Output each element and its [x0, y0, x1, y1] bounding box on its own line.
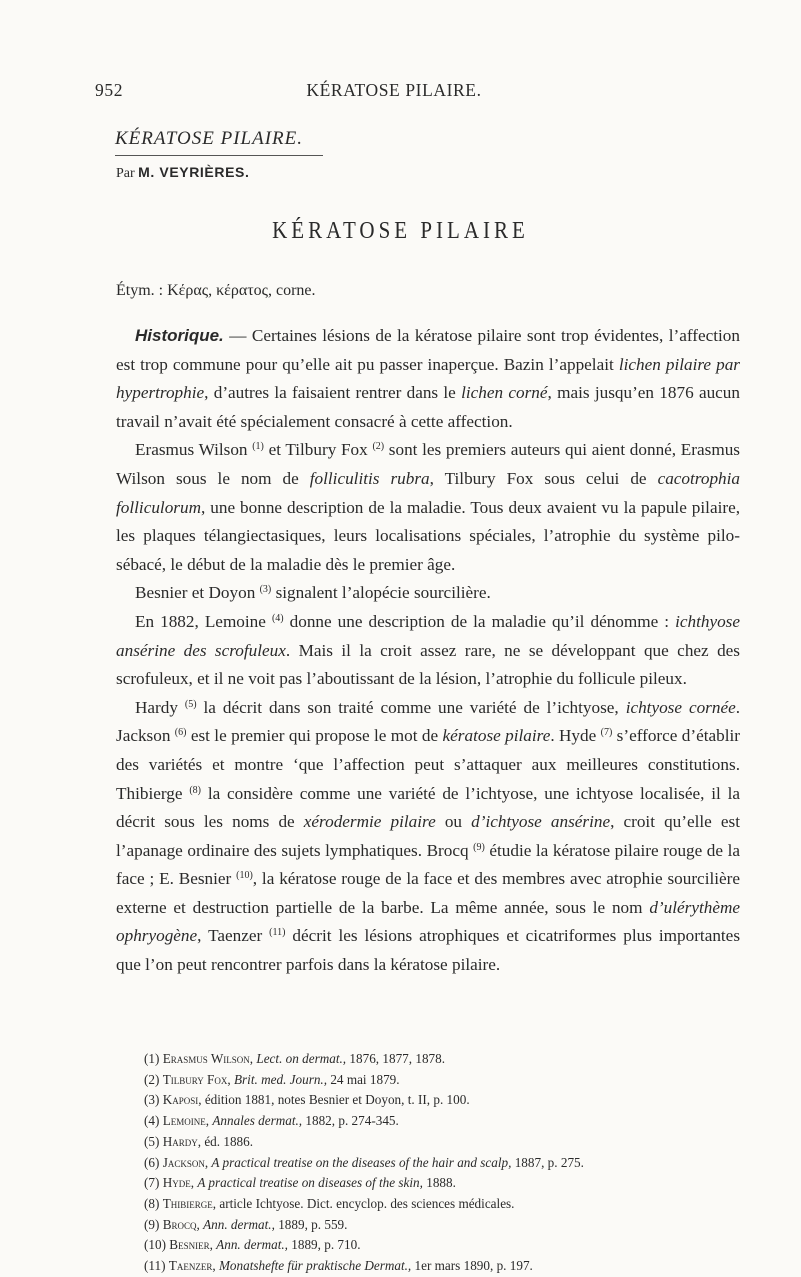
- text-run: En 1882, Lemoine: [135, 611, 272, 631]
- text-run: . Jackson: [116, 697, 741, 746]
- text-run: s’efforce d’établir des variétés et montre ‘que l’affection peut s’attaquer aux meilleures constitutions. Thibierge: [116, 726, 740, 803]
- footnote-mark: (1): [144, 1051, 160, 1066]
- running-title: KÉRATOSE PILAIRE.: [306, 80, 482, 100]
- footnote-author: Kaposi,: [162, 1092, 202, 1108]
- footnote-work: A practical treatise on diseases of the skin,: [197, 1175, 423, 1191]
- footnote-rest: 1887, p. 275.: [511, 1154, 584, 1170]
- text-run: , d’autres la faisaient rentrer dans le: [204, 383, 462, 403]
- text-run: , Tilbury Fox sous celui de: [429, 468, 658, 488]
- paragraph-wilson-fox: [116, 436, 740, 579]
- footnote-rest: 24 mai 1879.: [327, 1071, 400, 1087]
- footnote-author: Hyde,: [162, 1175, 195, 1191]
- footnote-mark: (6): [144, 1154, 160, 1170]
- body-text: [116, 322, 740, 980]
- footnote: [144, 1049, 744, 1070]
- footnote: [144, 1256, 744, 1277]
- italic-term: lichen corné: [461, 383, 548, 403]
- footnote-author: Taenzer,: [168, 1258, 216, 1274]
- italic-term: kératose pilaire: [442, 726, 551, 746]
- paragraph-besnier-doyon: [116, 579, 740, 608]
- text-run: la considère comme une variété de l’ichtyose, une ichtyose localisée, il la décrit sous les noms de: [116, 783, 740, 832]
- text-run: , la kératose rouge de la face et des membres avec atrophie sourcilière externe et destruction partielle de la barbe. La même année, sous le nom: [116, 869, 740, 917]
- title-rule: [115, 155, 323, 156]
- footnote: [144, 1132, 744, 1153]
- text-run: signalent l’alopécie sourcilière.: [271, 583, 491, 603]
- footnote-author: Erasmus Wilson,: [162, 1051, 254, 1066]
- footnote-work: Brit. med. Journ.,: [233, 1071, 328, 1087]
- text-run: décrit les lésions atrophiques et cicatriformes plus importantes que l’on peut rencontrer parfois dans la kératose pilaire.: [116, 926, 741, 975]
- text-run: , une bonne description de la maladie. Tous deux avaient vu la papule pilaire, les plaques télangiectasiques, leurs localisations spéciales, l’atrophie du système pilo-sébacé, le début de la maladie dès le premier âge.: [116, 497, 740, 574]
- text-run: sont les premiers auteurs qui aient donné, Erasmus Wilson sous le nom de: [116, 440, 740, 488]
- text-run: Hardy: [135, 697, 185, 717]
- footnote-rest: article Ichtyose. Dict. encyclop. des sciences médicales.: [219, 1195, 515, 1211]
- paragraph-hardy: [116, 694, 740, 980]
- section-heading: KÉRATOSE PILAIRE: [272, 216, 529, 244]
- footnote-rest: 1876, 1877, 1878.: [346, 1051, 446, 1066]
- footnote-rest: 1889, p. 559.: [274, 1216, 348, 1232]
- footnote: [144, 1111, 744, 1132]
- footnote: [144, 1070, 744, 1091]
- footnote-mark: (7): [144, 1175, 160, 1191]
- paragraph-historique: [116, 322, 740, 436]
- footnote-author: Thibierge,: [162, 1195, 217, 1211]
- text-run: Erasmus Wilson: [135, 440, 253, 460]
- text-run: , croit qu’elle est l’apanage ordinaire des sujets lymphatiques. Brocq: [116, 812, 741, 860]
- footnote: [144, 1215, 744, 1236]
- footnote: [144, 1173, 744, 1194]
- author-line: [116, 164, 249, 182]
- footnote-work: Ann. dermat.,: [203, 1216, 275, 1232]
- footnotes: [144, 1049, 744, 1277]
- text-run: . Mais il la croit assez rare, ne se développant que chez des scrofuleux, et il ne voit pas l’aboutissant de la lésion, l’atrophie du follicule pileux.: [116, 640, 740, 689]
- italic-term: cacotrophia folliculorum: [116, 468, 740, 517]
- italic-term: d’ichtyose ansérine: [471, 812, 611, 832]
- footnote-mark: (2): [144, 1071, 160, 1087]
- etymology: Étym. : Κέρας, κέρατος, corne.: [116, 282, 316, 299]
- footnote-mark: (4): [144, 1113, 160, 1129]
- footnote-mark: (8): [144, 1195, 160, 1211]
- text-run: est le premier qui propose le mot de: [186, 726, 443, 746]
- footnote-ref: (6): [174, 727, 187, 739]
- italic-term: d’ulérythème ophryogène: [116, 897, 740, 946]
- footnote-mark: (5): [144, 1133, 160, 1149]
- page-number: 952: [95, 80, 124, 100]
- text-run: étudie la kératose pilaire rouge de la face ; E. Besnier: [116, 840, 740, 889]
- footnote-ref: (9): [473, 841, 485, 853]
- italic-term: ichthyose ansérine des scrofuleux: [116, 611, 741, 660]
- footnote-rest: édition 1881, notes Besnier et Doyon, t. II, p. 100.: [204, 1092, 470, 1108]
- text-run: la décrit dans son traité comme une variété de l’ichtyose,: [196, 697, 626, 717]
- footnote-ref: (8): [189, 784, 201, 796]
- author-prefix: Par: [116, 166, 135, 181]
- italic-term: folliculitis rubra: [309, 468, 430, 488]
- text-run: , Taenzer: [197, 926, 270, 946]
- footnote-mark: (3): [144, 1092, 160, 1108]
- footnote-ref: (2): [372, 441, 385, 453]
- text-run: , mais jusqu’en 1876 aucun travail n’avait été spécialement consacré à cette affection.: [116, 383, 740, 431]
- footnote-ref: (4): [271, 612, 284, 624]
- footnote-mark: (11): [144, 1258, 166, 1274]
- footnote-author: Lemoine,: [162, 1113, 210, 1129]
- footnote-work: Lect. on dermat.,: [256, 1051, 347, 1066]
- italic-term: xérodermie pilaire: [303, 812, 436, 832]
- footnote-ref: (10): [236, 870, 253, 882]
- footnote-rest: 1889, p. 710.: [287, 1237, 361, 1253]
- footnote-mark: (10): [144, 1237, 166, 1253]
- footnote: [144, 1194, 744, 1215]
- text-run: donne une description de la maladie qu’il dénomme :: [283, 611, 676, 631]
- footnote-author: Tilbury Fox,: [162, 1071, 231, 1087]
- footnote-work: Monatshefte für praktische Dermat.,: [218, 1258, 412, 1274]
- footnote-ref: (5): [184, 698, 197, 710]
- footnote-rest: éd. 1886.: [204, 1133, 254, 1149]
- paragraph-lemoine: [116, 608, 740, 694]
- footnote-author: Jackson,: [162, 1154, 209, 1170]
- italic-term: ichtyose cornée: [625, 697, 736, 717]
- footnote-author: Brocq,: [162, 1216, 200, 1232]
- footnote-mark: (9): [144, 1216, 160, 1232]
- italic-term: lichen pilaire par hypertrophie: [116, 354, 740, 403]
- footnote-author: Hardy,: [162, 1133, 202, 1149]
- footnote-work: Ann. dermat.,: [216, 1237, 288, 1253]
- footnote-work: A practical treatise on the diseases of the hair and scalp,: [211, 1154, 512, 1170]
- footnote-rest: 1888.: [422, 1175, 456, 1191]
- footnote-ref: (1): [252, 441, 264, 453]
- footnote: [144, 1090, 744, 1111]
- footnote-author: Besnier,: [169, 1237, 213, 1253]
- text-run: . Hyde: [550, 726, 601, 746]
- running-head: [95, 80, 711, 104]
- text-run: et Tilbury Fox: [263, 440, 373, 460]
- footnote-ref: (7): [600, 727, 613, 739]
- footnote-rest: 1er mars 1890, p. 197.: [411, 1258, 533, 1274]
- footnote-work: Annales dermat.,: [212, 1113, 303, 1129]
- author-name: M. VEYRIÈRES.: [138, 164, 250, 180]
- historique-label: Historique.: [135, 326, 224, 345]
- text-run: — Certaines lésions de la kératose pilaire sont trop évidentes, l’affection est trop commune pour qu’elle ait pu passer inaperçue. Bazin l’appelait: [116, 326, 740, 374]
- footnote: [144, 1153, 744, 1174]
- footnote-ref: (11): [269, 927, 286, 939]
- footnote-ref: (3): [259, 584, 272, 596]
- article-title: KÉRATOSE PILAIRE.: [115, 128, 303, 149]
- footnote: [144, 1235, 744, 1256]
- text-run: Besnier et Doyon: [135, 583, 260, 603]
- text-run: ou: [435, 812, 472, 832]
- footnote-rest: 1882, p. 274-345.: [302, 1113, 399, 1129]
